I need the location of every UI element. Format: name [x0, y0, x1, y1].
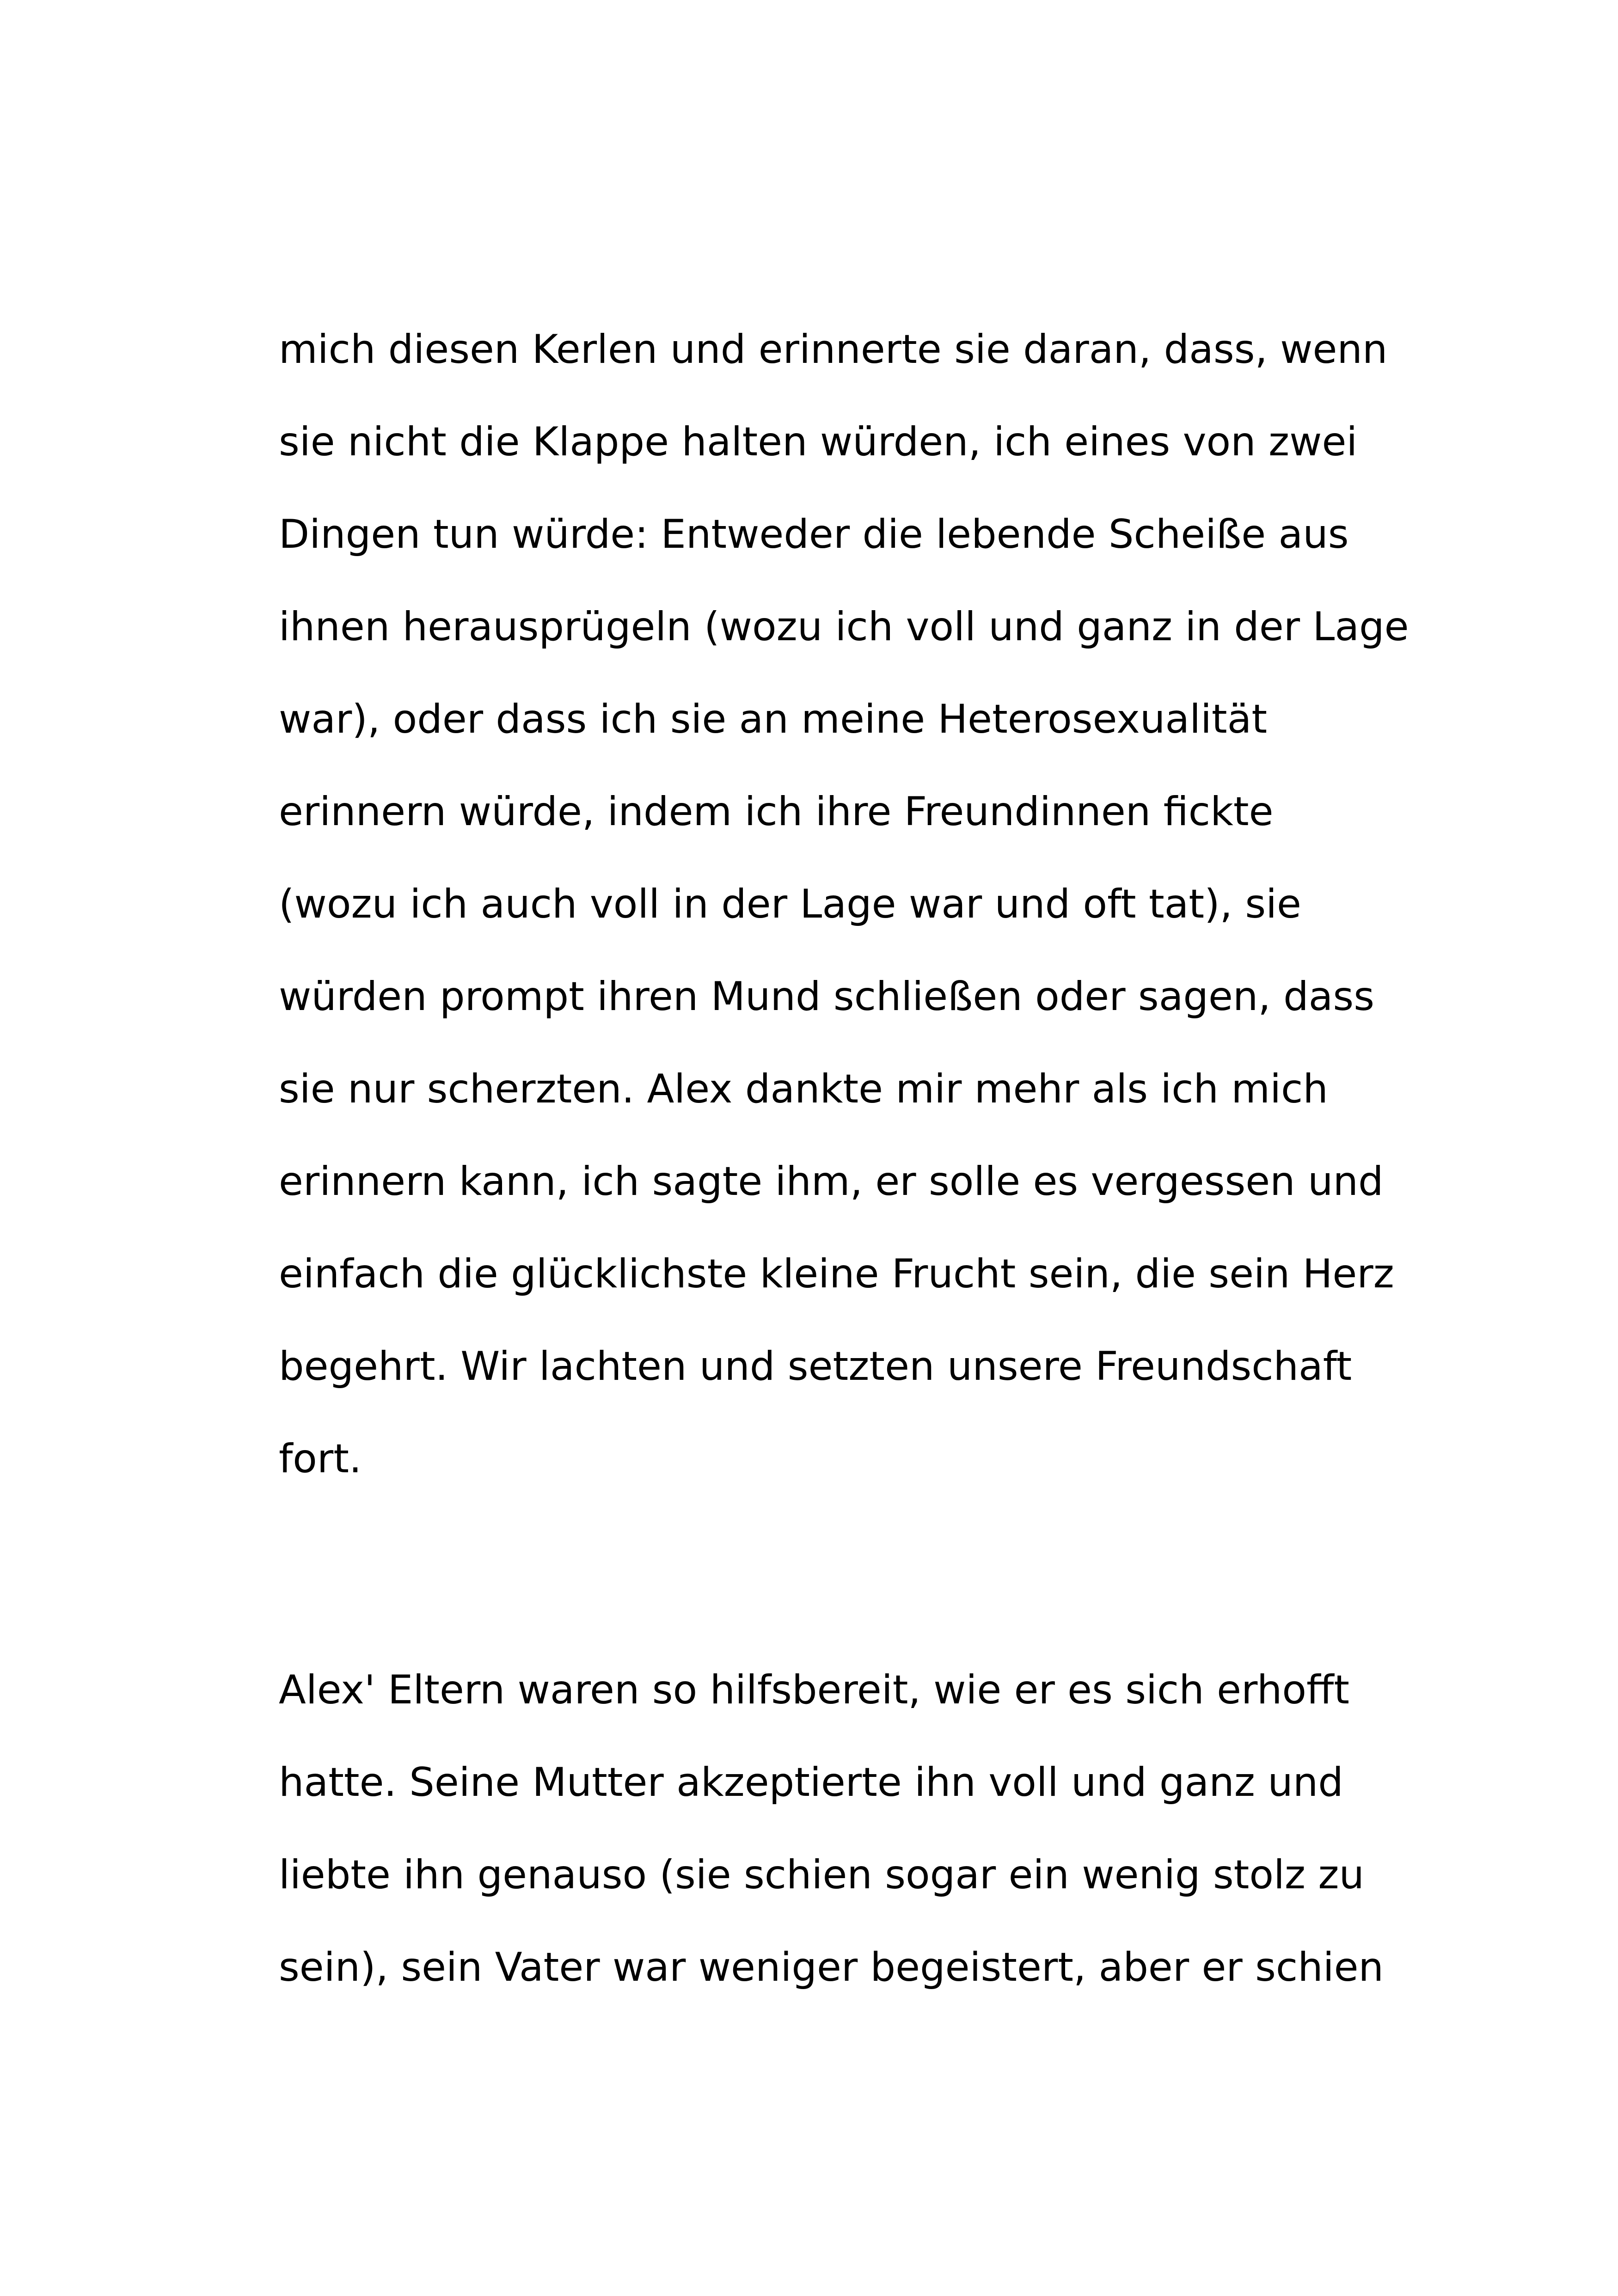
text-line: sie nicht die Klappe halten würden, ich eines von zwei	[279, 419, 1358, 465]
text-line: mich diesen Kerlen und erinnerte sie daran, dass, wenn	[279, 326, 1388, 373]
text-line: einfach die glücklichste kleine Frucht sein, die sein Herz	[279, 1251, 1394, 1297]
text-line: fort.	[279, 1436, 362, 1482]
text-line: sein), sein Vater war weniger begeistert, aber er schien	[279, 1944, 1384, 1990]
text-line: sie nur scherzten. Alex dankte mir mehr als ich mich	[279, 1066, 1328, 1112]
text-line: Alex' Eltern waren so hilfsbereit, wie er es sich erhofft	[279, 1667, 1349, 1713]
text-line: würden prompt ihren Mund schließen oder sagen, dass	[279, 974, 1374, 1020]
text-line: hatte. Seine Mutter akzeptierte ihn voll und ganz und	[279, 1759, 1343, 1806]
text-line: (wozu ich auch voll in der Lage war und oft tat), sie	[279, 881, 1301, 927]
text-line: liebte ihn genauso (sie schien sogar ein wenig stolz zu	[279, 1852, 1364, 1898]
text-line: erinnern würde, indem ich ihre Freundinnen fickte	[279, 789, 1274, 835]
text-line: Dingen tun würde: Entweder die lebende Scheiße aus	[279, 511, 1349, 557]
text-line: war), oder dass ich sie an meine Heterosexualität	[279, 696, 1268, 742]
text-line: begehrt. Wir lachten und setzten unsere Freundschaft	[279, 1343, 1352, 1390]
text-line: erinnern kann, ich sagte ihm, er solle es vergessen und	[279, 1158, 1384, 1205]
text-line: ihnen herausprügeln (wozu ich voll und ganz in der Lage	[279, 604, 1409, 650]
